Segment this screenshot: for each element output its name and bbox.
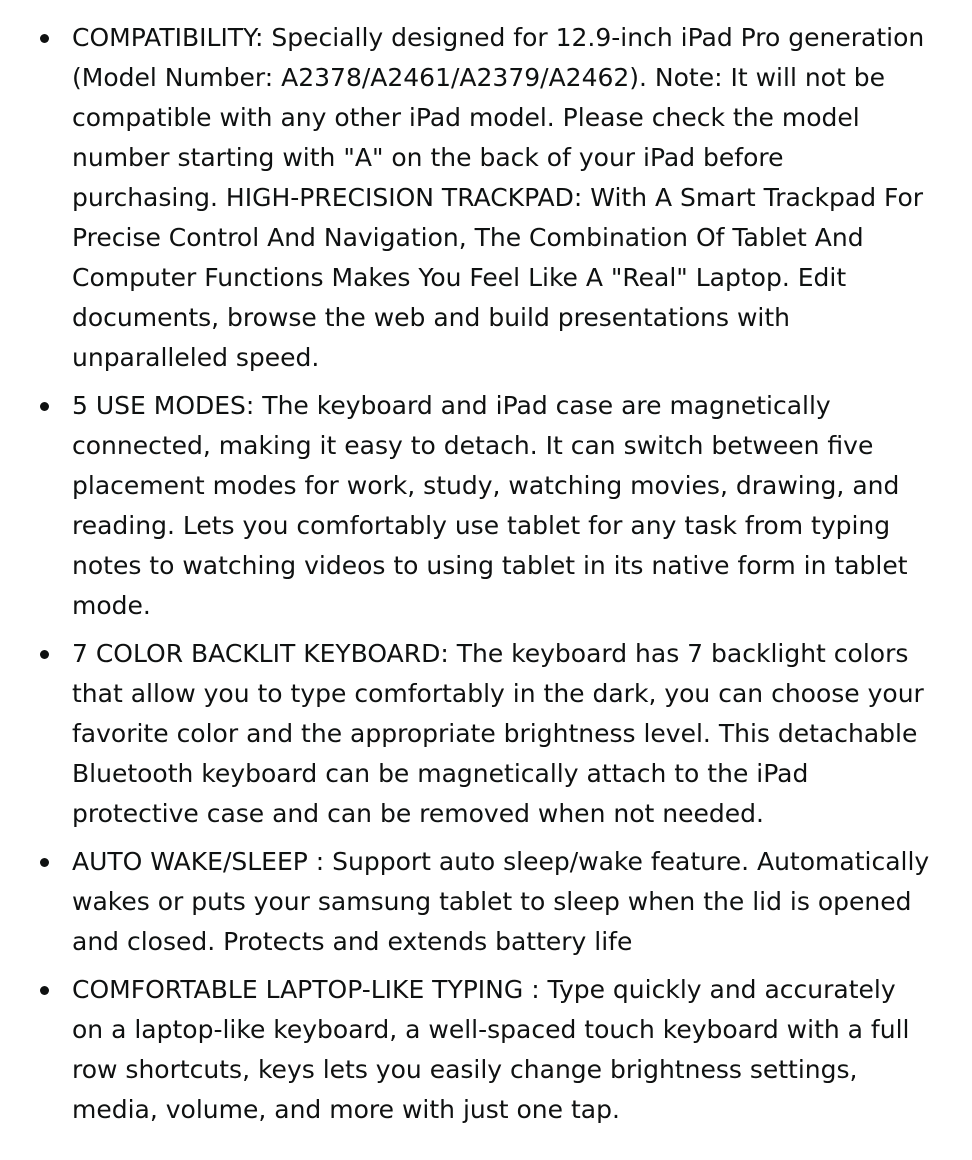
feature-bullet-laptop-typing (24, 970, 932, 1130)
feature-bullet-backlit-keyboard (24, 634, 932, 834)
bullet-dot-icon (40, 986, 49, 995)
bullet-dot-icon (40, 650, 49, 659)
feature-bullet-compatibility (24, 18, 932, 378)
feature-bullet-text: 5 USE MODES: The keyboard and iPad case are magnetically connected, making it easy to detach. It can switch between five placement modes for work, study, watching movies, drawing, and reading. Lets you comfortably use tablet for any task from typing notes to watching videos to using tablet in its native form in tablet mode. (72, 391, 908, 620)
bullet-dot-icon (40, 858, 49, 867)
feature-bullet-text: COMFORTABLE LAPTOP-LIKE TYPING : Type quickly and accurately on a laptop-like keyboard, a well-spaced touch keyboard with a full row shortcuts, keys lets you easily change brightness settings, media, volume, and more with just one tap. (72, 975, 910, 1124)
feature-bullet-text: 7 COLOR BACKLIT KEYBOARD: The keyboard has 7 backlight colors that allow you to type comfortably in the dark, you can choose your favorite color and the appropriate brightness level. This detachable Bluetooth keyboard can be magnetically attach to the iPad protective case and can be removed when not needed. (72, 639, 924, 828)
bullet-dot-icon (40, 402, 49, 411)
feature-bullet-text: COMPATIBILITY: Specially designed for 12.9-inch iPad Pro generation (Model Number: A2378/A2461/A2379/A2462). Note: It will not be compatible with any other iPad model. Please check the model number starting with "A" on the back of your iPad before purchasing. HIGH-PRECISION TRACKPAD: With A Smart Trackpad For Precise Control And Navigation, The Combination Of Tablet And Computer Functions Makes You Feel Like A "Real" Laptop. Edit documents, browse the web and build presentations with unparalleled speed. (72, 23, 925, 372)
feature-bullet-list (24, 18, 932, 1130)
feature-bullet-use-modes (24, 386, 932, 626)
bullet-dot-icon (40, 34, 49, 43)
feature-bullet-text: AUTO WAKE/SLEEP : Support auto sleep/wake feature. Automatically wakes or puts your samsung tablet to sleep when the lid is opened and closed. Protects and extends battery life (72, 847, 930, 956)
feature-bullet-auto-wake-sleep (24, 842, 932, 962)
